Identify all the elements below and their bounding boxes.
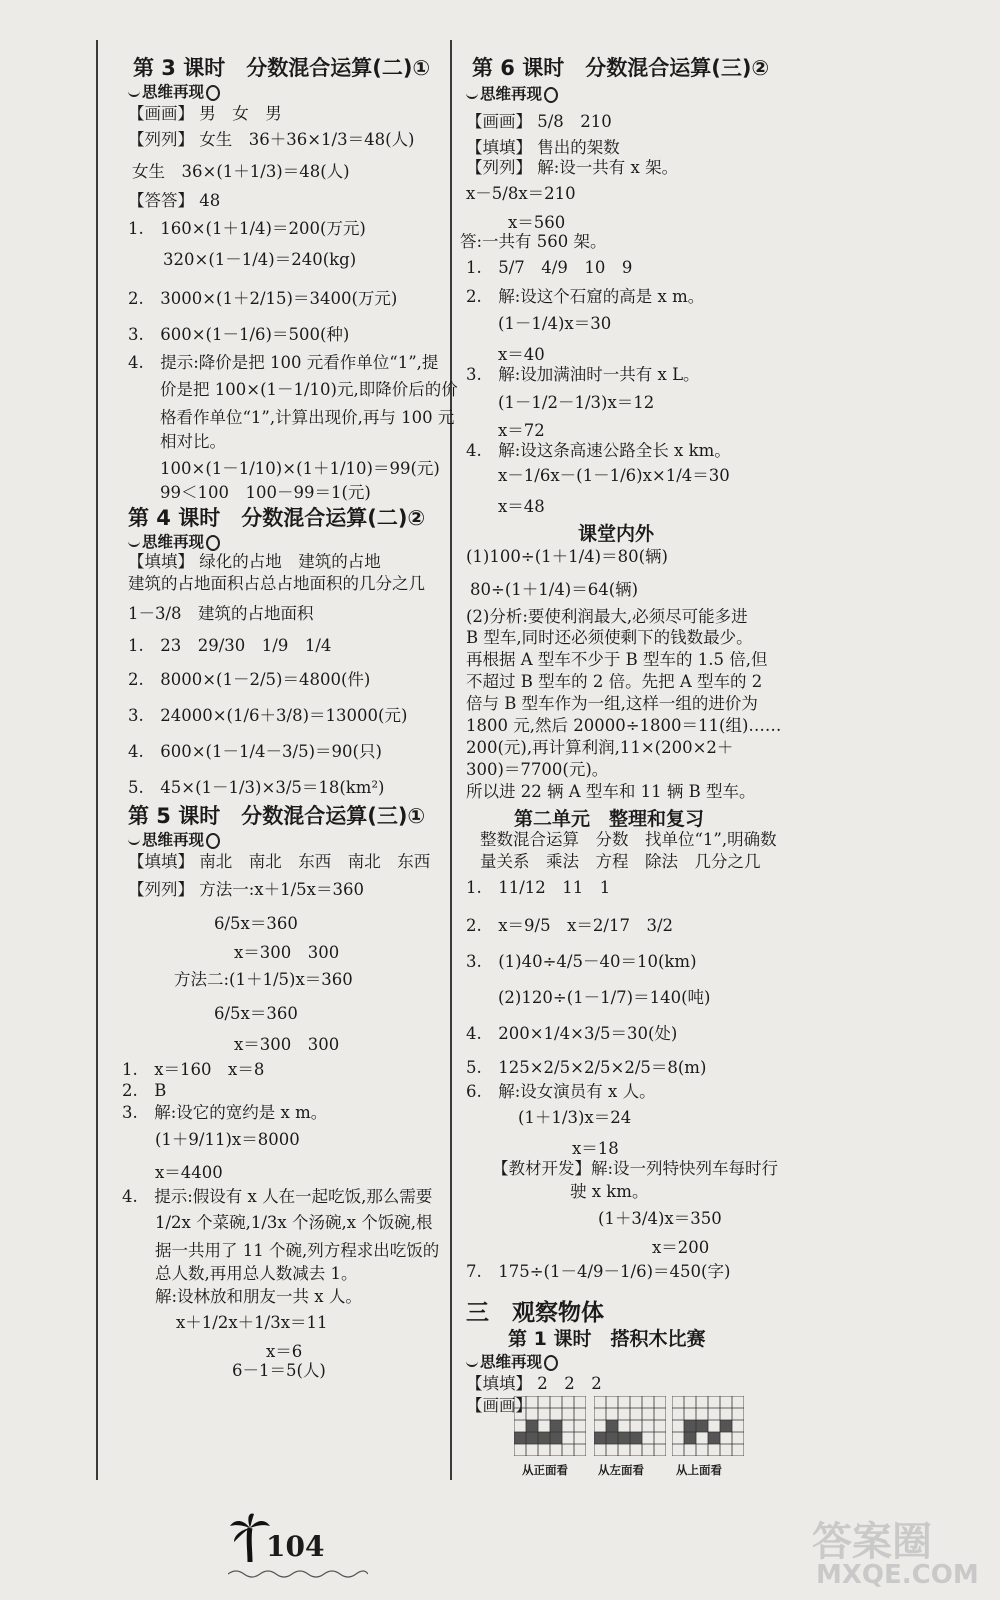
front-view-grid bbox=[514, 1396, 586, 1456]
text-line: 99＜100 100－99＝1(元) bbox=[160, 483, 371, 502]
text-line: B 型车,同时还必须使剩下的钱数最少。 bbox=[466, 628, 753, 647]
text-line: x＝18 bbox=[572, 1139, 619, 1158]
text-line: 2. 解:设这个石窟的高是 x m。 bbox=[466, 287, 705, 306]
heading-lesson-1: 第 1 课时 搭积木比赛 bbox=[508, 1328, 706, 1350]
page-number: 104 bbox=[266, 1530, 325, 1563]
caption-front-view: 从正面看 bbox=[522, 1463, 568, 1477]
text-line: 相对比。 bbox=[160, 432, 226, 451]
text-line: 6/5x＝360 bbox=[214, 1004, 298, 1023]
thinking-review-label: 思维再现 bbox=[128, 530, 220, 552]
text-line: 1. 23 29/30 1/9 1/4 bbox=[128, 636, 332, 655]
text-line: 女生 36×(1＋1/3)＝48(人) bbox=[132, 162, 350, 181]
text-line: 3. 解:设它的宽约是 x m。 bbox=[122, 1103, 328, 1122]
text-line: 【填填】 售出的架数 bbox=[466, 138, 620, 157]
caption-top-view: 从上面看 bbox=[676, 1463, 722, 1477]
text-line: (1＋9/11)x＝8000 bbox=[155, 1130, 300, 1149]
text-line: 【画画】 5/8 210 bbox=[466, 112, 612, 131]
text-line: x＝72 bbox=[498, 421, 545, 440]
text-line: (1)100÷(1＋1/4)＝80(辆) bbox=[466, 547, 668, 566]
bulb-icon bbox=[206, 535, 220, 551]
text-line: 【画画】 男 女 男 bbox=[128, 104, 282, 123]
text-line: 7. 175÷(1－4/9－1/6)＝450(字) bbox=[466, 1262, 731, 1281]
text-line: x＝40 bbox=[498, 345, 545, 364]
heading-lesson-3: 第 3 课时 分数混合运算(二)① bbox=[133, 56, 431, 80]
text-line: 量关系 乘法 方程 除法 几分之几 bbox=[480, 852, 761, 871]
text-line: 6. 解:设女演员有 x 人。 bbox=[466, 1082, 656, 1101]
text-line: 【列列】 女生 36＋36×1/3＝48(人) bbox=[128, 130, 415, 149]
text-line: 方法二:(1＋1/5)x＝360 bbox=[174, 970, 353, 989]
text-line: 所以进 22 辆 A 型车和 11 辆 B 型车。 bbox=[466, 782, 756, 801]
left-margin-rule bbox=[96, 40, 98, 1480]
text-line: 再根据 A 型车不少于 B 型车的 1.5 倍,但 bbox=[466, 650, 768, 669]
text-line: 4. 提示:降价是把 100 元看作单位“1”,提 bbox=[128, 353, 439, 372]
column-divider bbox=[450, 40, 452, 1480]
text-line: 格看作单位“1”,计算出现价,再与 100 元 bbox=[160, 408, 455, 427]
text-line: 5. 125×2/5×2/5×2/5＝8(m) bbox=[466, 1058, 707, 1077]
text-line: 驶 x km。 bbox=[570, 1182, 649, 1201]
text-line: 100×(1－1/10)×(1＋1/10)＝99(元) bbox=[160, 459, 440, 478]
caption-left-view: 从左面看 bbox=[598, 1463, 644, 1477]
text-line: 1－3/8 建筑的占地面积 bbox=[128, 604, 314, 623]
text-line: 6－1＝5(人) bbox=[232, 1361, 326, 1380]
text-line: (2)120÷(1－1/7)＝140(吨) bbox=[498, 988, 711, 1007]
text-line: (1－1/2－1/3)x＝12 bbox=[498, 393, 655, 412]
thinking-review-label: 思维再现 bbox=[466, 1350, 558, 1372]
text-line: 320×(1－1/4)＝240(kg) bbox=[163, 250, 357, 269]
text-line: 【填填】 南北 南北 东西 南北 东西 bbox=[128, 852, 431, 871]
text-line: 总人数,再用总人数减去 1。 bbox=[155, 1264, 358, 1283]
top-view-grid bbox=[672, 1396, 744, 1456]
thinking-review-label: 思维再现 bbox=[466, 82, 558, 104]
text-line: x＋1/2x＋1/3x＝11 bbox=[176, 1313, 328, 1332]
text-line: 1. 160×(1＋1/4)＝200(万元) bbox=[128, 219, 366, 238]
text-line: 【教材开发】解:设一列特快列车每时行 bbox=[492, 1159, 779, 1178]
thinking-review-label: 思维再现 bbox=[128, 828, 220, 850]
heading-lesson-4: 第 4 课时 分数混合运算(二)② bbox=[128, 506, 426, 530]
text-line: x＝300 300 bbox=[234, 943, 340, 962]
text-line: 2. 3000×(1＋2/15)＝3400(万元) bbox=[128, 289, 398, 308]
text-line: x＝200 bbox=[652, 1238, 710, 1257]
heading-chapter-3: 三 观察物体 bbox=[466, 1300, 604, 1326]
text-line: (1＋1/3)x＝24 bbox=[518, 1108, 632, 1127]
text-line: 300)＝7700(元)。 bbox=[466, 760, 609, 779]
text-line: 200(元),再计算利润,11×(200×2＋ bbox=[466, 738, 734, 757]
text-line: x＝300 300 bbox=[234, 1035, 340, 1054]
text-line: 4. 解:设这条高速公路全长 x km。 bbox=[466, 441, 731, 460]
text-line: 价是把 100×(1－1/10)元,即降价后的价 bbox=[160, 380, 458, 399]
text-line: 4. 200×1/4×3/5＝30(处) bbox=[466, 1024, 678, 1043]
text-line: 1. x＝160 x＝8 bbox=[122, 1060, 265, 1079]
text-line: (1－1/4)x＝30 bbox=[498, 314, 612, 333]
text-line: 2. x＝9/5 x＝2/17 3/2 bbox=[466, 916, 674, 935]
heading-lesson-5: 第 5 课时 分数混合运算(三)① bbox=[128, 804, 426, 828]
text-line: (2)分析:要使利润最大,必须尽可能多进 bbox=[466, 607, 748, 626]
text-line: 4. 提示:假设有 x 人在一起吃饭,那么需要 bbox=[122, 1187, 433, 1206]
text-line: 5. 45×(1－1/3)×3/5＝18(km²) bbox=[128, 778, 385, 797]
text-line: 4. 600×(1－1/4－3/5)＝90(只) bbox=[128, 742, 382, 761]
watermark-url: MXQE.COM bbox=[816, 1560, 979, 1590]
text-line: x＝4400 bbox=[155, 1163, 223, 1182]
text-line: 【填填】 2 2 2 bbox=[466, 1374, 602, 1393]
text-line: 整数混合运算 分数 找单位“1”,明确数 bbox=[480, 830, 777, 849]
text-line: 1. 5/7 4/9 10 9 bbox=[466, 258, 633, 277]
text-line: x＝560 bbox=[508, 213, 566, 232]
text-line: 3. 24000×(1/6＋3/8)＝13000(元) bbox=[128, 706, 408, 725]
text-line: 1. 11/12 11 1 bbox=[466, 878, 611, 897]
heading-lesson-6: 第 6 课时 分数混合运算(三)② bbox=[472, 56, 770, 80]
text-line: 建筑的占地面积占总占地面积的几分之几 bbox=[128, 574, 425, 593]
text-line: x－1/6x－(1－1/6)x×1/4＝30 bbox=[498, 466, 730, 485]
text-line: 解:设林放和朋友一共 x 人。 bbox=[155, 1287, 362, 1306]
bulb-icon bbox=[544, 1355, 558, 1371]
thinking-review-label: 思维再现 bbox=[128, 80, 220, 102]
text-line: x－5/8x＝210 bbox=[466, 184, 576, 203]
text-line: 2. 8000×(1－2/5)＝4800(件) bbox=[128, 670, 371, 689]
text-line: 3. 600×(1－1/6)＝500(种) bbox=[128, 325, 350, 344]
text-line: 不超过 B 型车的 2 倍。先把 A 型车的 2 bbox=[466, 672, 763, 691]
wave-decoration bbox=[228, 1568, 368, 1580]
text-line: x＝48 bbox=[498, 497, 545, 516]
text-line: 2. B bbox=[122, 1081, 167, 1100]
text-line: 据一共用了 11 个碗,列方程求出吃饭的 bbox=[155, 1241, 440, 1260]
text-line: 【答答】 48 bbox=[128, 191, 221, 210]
bulb-icon bbox=[206, 85, 220, 101]
heading-in-and-out-of-class: 课堂内外 bbox=[578, 523, 655, 545]
text-line: 6/5x＝360 bbox=[214, 914, 298, 933]
watermark-logo: 答案圈 bbox=[812, 1519, 932, 1565]
left-view-grid bbox=[594, 1396, 666, 1456]
text-line: 1800 元,然后 20000÷1800＝11(组)…… bbox=[466, 716, 782, 735]
text-line: 80÷(1＋1/4)＝64(辆) bbox=[470, 580, 639, 599]
text-line: 【画画】 bbox=[466, 1396, 532, 1415]
text-line: x＝6 bbox=[266, 1342, 303, 1361]
text-line: 3. (1)40÷4/5－40＝10(km) bbox=[466, 952, 697, 971]
text-line: 3. 解:设加满油时一共有 x L。 bbox=[466, 365, 700, 384]
text-line: 【列列】 方法一:x＋1/5x＝360 bbox=[128, 880, 364, 899]
bulb-icon bbox=[544, 87, 558, 103]
text-line: 倍与 B 型车作为一组,这样一组的进价为 bbox=[466, 694, 758, 713]
heading-unit-2-review: 第二单元 整理和复习 bbox=[514, 808, 705, 830]
text-line: 答:一共有 560 架。 bbox=[460, 232, 607, 251]
bulb-icon bbox=[206, 833, 220, 849]
text-line: 【列列】 解:设一共有 x 架。 bbox=[466, 158, 679, 177]
text-line: 1/2x 个菜碗,1/3x 个汤碗,x 个饭碗,根 bbox=[155, 1213, 433, 1232]
text-line: (1＋3/4)x＝350 bbox=[598, 1209, 722, 1228]
text-line: 【填填】 绿化的占地 建筑的占地 bbox=[128, 552, 381, 571]
